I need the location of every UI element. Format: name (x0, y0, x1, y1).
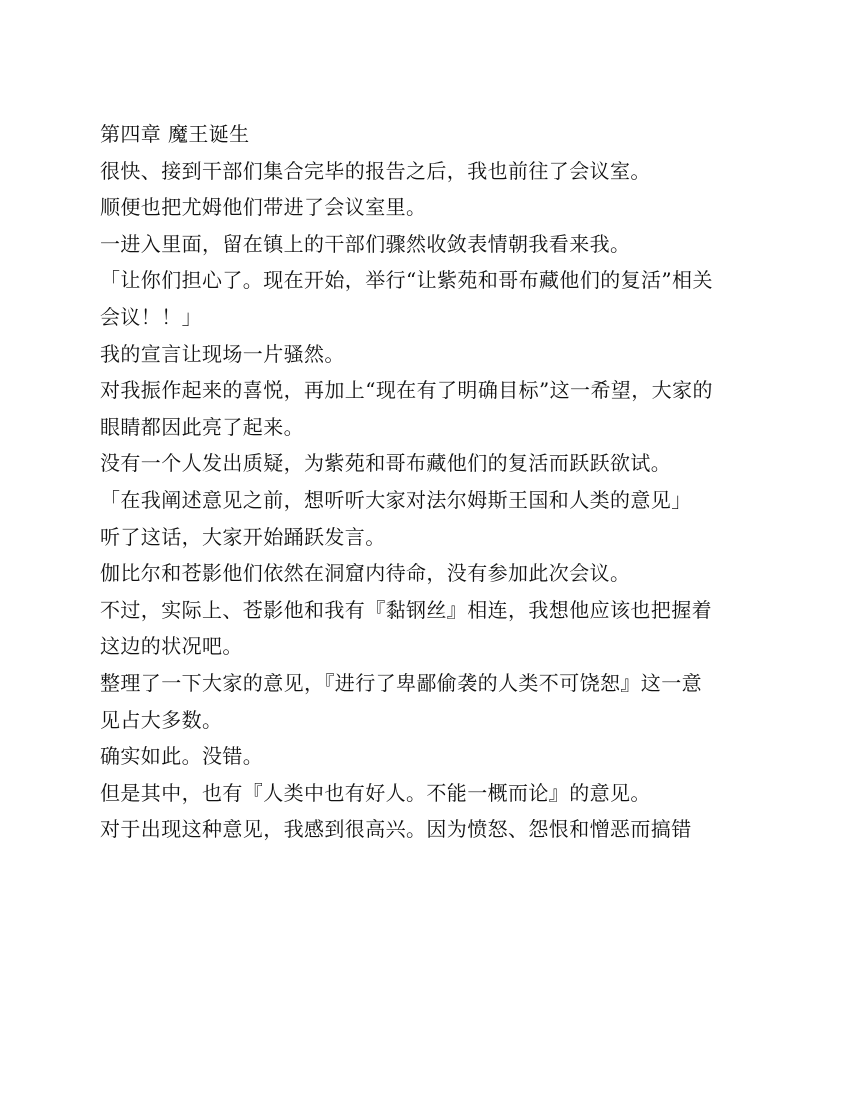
paragraph: 确实如此。没错。 (100, 744, 264, 769)
paragraph: 一进入里面，留在镇上的干部们骤然收敛表情朝我看来我。 (100, 231, 631, 256)
paragraph: 但是其中，也有『人类中也有好人。不能一概而论』的意见。 (100, 780, 651, 805)
chapter-body (100, 116, 720, 848)
paragraph: 对于出现这种意见，我感到很高兴。因为愤怒、怨恨和憎恶而搞错 (100, 817, 692, 842)
paragraph: 整理了一下大家的意见，『进行了卑鄙偷袭的人类不可饶恕』这一意见占大多数。 (100, 670, 702, 732)
paragraph: 对我振作起来的喜悦，再加上“现在有了明确目标”这一希望，大家的眼睛都因此亮了起来。 (100, 378, 713, 439)
paragraph: 顺便也把尤姆他们带进了会议室里。 (100, 195, 427, 220)
paragraph: 听了这话，大家开始踊跃发言。 (100, 524, 386, 549)
chapter-title: 第四章 魔王诞生 (100, 122, 250, 146)
paragraph: 很快、接到干部们集合完毕的报告之后，我也前往了会议室。 (100, 158, 651, 183)
paragraph: 不过，实际上、苍影他和我有『黏钢丝』相连，我想他应该也把握着这边的状况吧。 (100, 597, 712, 659)
paragraph: 「让你们担心了。现在开始，举行“让紫苑和哥布藏他们的复活”相关会议！！」 (100, 268, 713, 329)
paragraph: 「在我阐述意见之前，想听听大家对法尔姆斯王国和人类的意见」 (100, 487, 692, 512)
paragraph: 伽比尔和苍影他们依然在洞窟内待命，没有参加此次会议。 (100, 561, 631, 586)
paragraph: 我的宣言让现场一片骚然。 (100, 341, 345, 366)
paragraph: 没有一个人发出质疑，为紫苑和哥布藏他们的复活而跃跃欲试。 (100, 451, 672, 476)
